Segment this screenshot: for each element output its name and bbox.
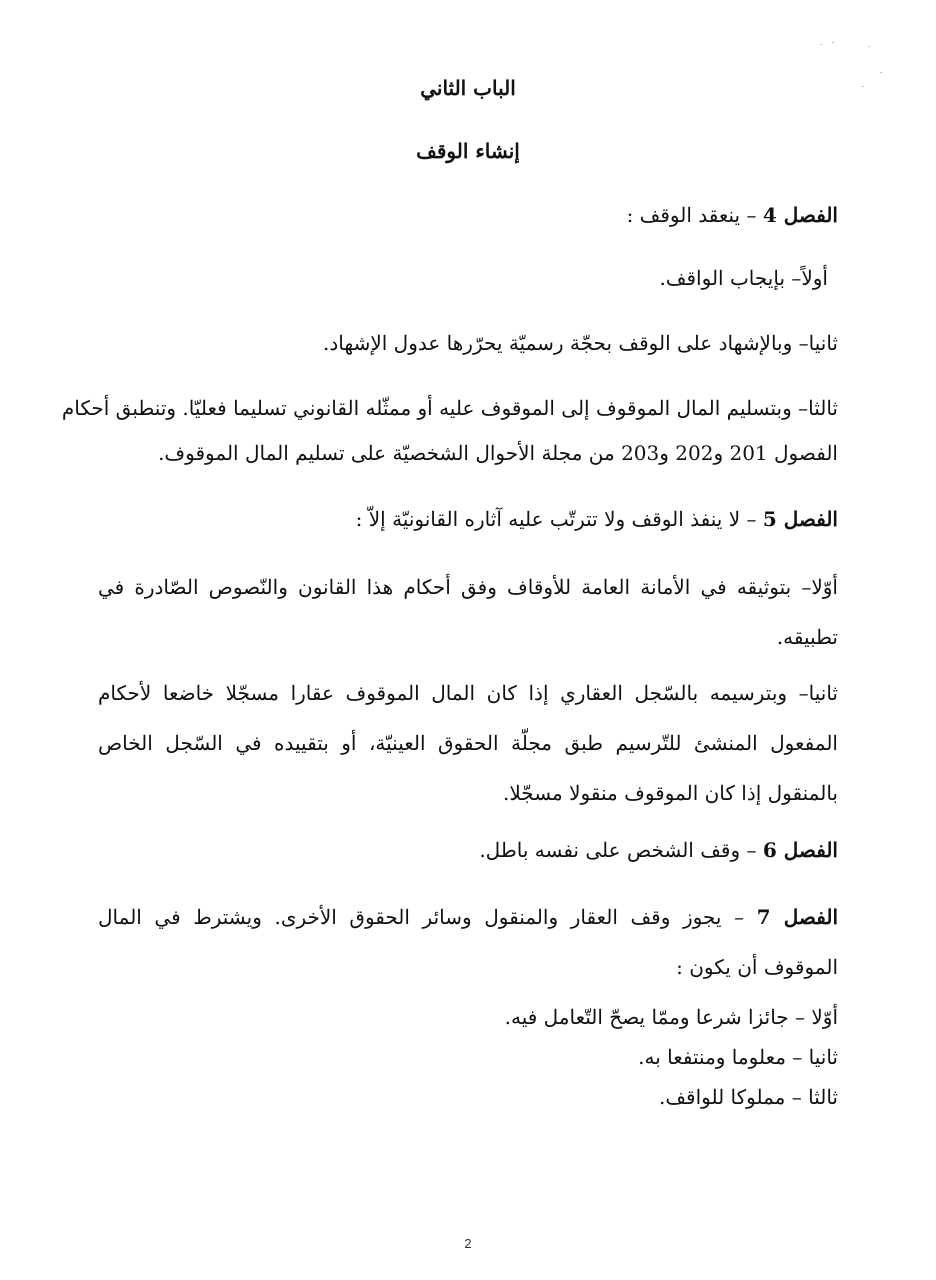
scan-speck	[820, 44, 822, 45]
chapter-7-text: – يجوز وقف العقار والمنقول وسائر الحقوق الأخرى. ويشترط في المال الموقوف أن يكون :	[98, 905, 838, 979]
chapter-7-condition-2: ثانيا – معلوما ومنتفعا به.	[638, 1045, 838, 1069]
chapter-5-intro	[98, 507, 838, 531]
chapter-7-condition-1: أوّلا – جائزا شرعا وممّا يصحّ التّعامل فيه.	[504, 1005, 838, 1029]
scan-speck	[868, 46, 870, 47]
chapter-7	[98, 892, 838, 992]
part-heading: الباب الثاني	[420, 76, 516, 100]
section-title: إنشاء الوقف	[416, 139, 520, 163]
chapter-6-text: – وقف الشخص على نفسه باطل.	[479, 838, 757, 862]
chapter-7-label: الفصل 7	[756, 905, 838, 929]
chapter-5-label: الفصل 5	[762, 507, 838, 531]
chapter-5-item-1: أوّلا– بتوثيقه في الأمانة العامة للأوقاف وفق أحكام هذا القانون والنّصوص الصّادرة في تطبيقه.	[98, 575, 838, 649]
page-number: 2	[464, 1236, 472, 1251]
chapter-7-condition-3: ثالثا – مملوكا للواقف.	[658, 1085, 838, 1109]
chapter-4-item-2: ثانيا– وبالإشهاد على الوقف بحجّة رسميّة يحرّرها عدول الإشهاد.	[323, 331, 838, 355]
chapter-4-item-3-line-1: ثالثا– وبتسليم المال الموقوف إلى الموقوف عليه أو ممثّله القانوني تسليما فعليّا. وتنطبق أحكام	[61, 396, 838, 420]
chapter-6-label: الفصل 6	[762, 838, 838, 862]
chapter-5-intro-text: – لا ينفذ الوقف ولا تترتّب عليه آثاره القانونيّة إلاّ :	[355, 507, 757, 531]
chapter-5-item-2: ثانيا– وبترسيمه بالسّجل العقاري إذا كان المال الموقوف عقارا مسجّلا خاضعا لأحكام المفعول المنشئ للتّرسيم طبق مجلّة الحقوق العينيّة، أو بتقييده في السّجل الخاص بالمنقول إذا كان الموقوف منقولا مسجّلا.	[98, 681, 838, 805]
chapter-4-intro-text: – ينعقد الوقف :	[626, 203, 757, 227]
scan-speck	[832, 42, 834, 43]
chapter-4-item-3-line-2: الفصول 201 و202 و203 من مجلة الأحوال الشخصيّة على تسليم المال الموقوف.	[158, 441, 838, 465]
scan-speck	[880, 72, 882, 73]
chapter-6	[98, 838, 838, 862]
chapter-4-item-1: أولاً– بإيجاب الواقف.	[659, 266, 828, 290]
chapter-4-label: الفصل 4	[762, 203, 838, 227]
chapter-4-intro	[98, 203, 838, 227]
